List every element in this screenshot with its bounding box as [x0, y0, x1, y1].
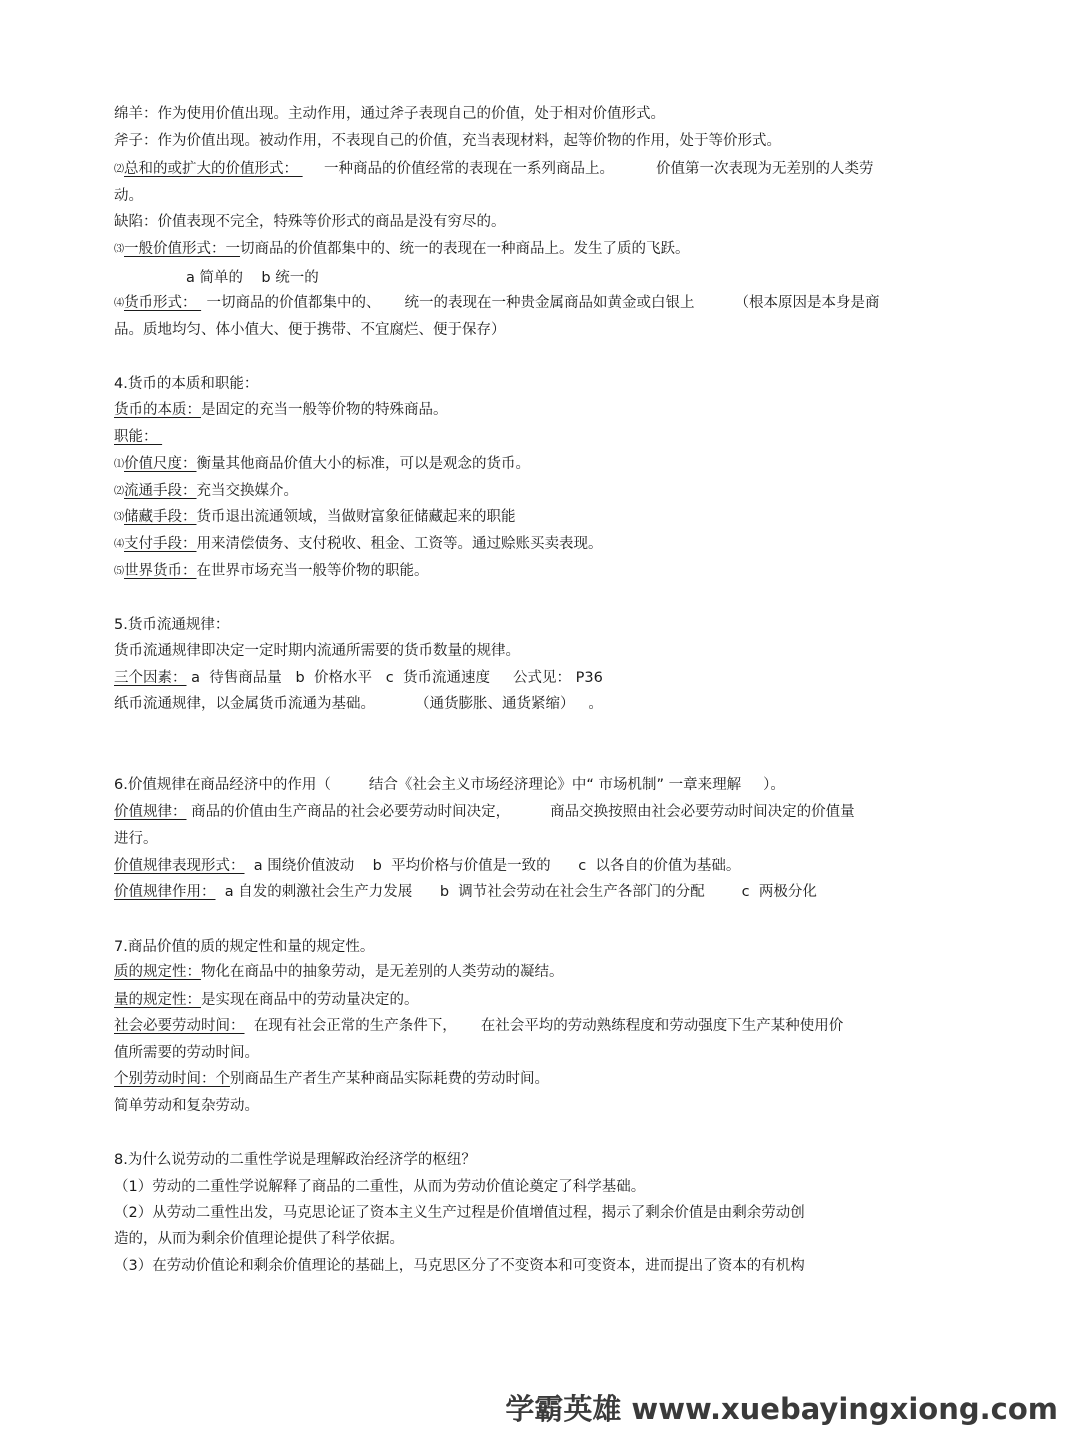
term-label: 价值规律作用： — [114, 884, 216, 900]
text-line: （3）在劳动价值论和剩余价值理论的基础上，马克思区分了不变资本和可变资本，进而提出了资本的有机构 — [114, 1258, 805, 1274]
text-span: 是固定的充当一般等价物的特殊商品。 — [201, 402, 448, 418]
list-number: ⑵ — [114, 486, 124, 497]
text-line: 缺陷：价值表现不完全，特殊等价形式的商品是没有穷尽的。 — [114, 214, 506, 230]
text-line: 简单劳动和复杂劳动。 — [114, 1098, 259, 1114]
text-span: 物化在商品中的抽象劳动，是无差别的人类劳动的凝结。 — [201, 964, 564, 980]
term-label: 货币形式： — [124, 295, 197, 311]
text-line — [114, 962, 564, 982]
text-span: 结合《社会主义市场经济理论》中“ 市场机制” 一章来理解 — [368, 777, 742, 793]
text-span: 衡量其他商品价值大小的标准，可以是观念的货币。 — [196, 456, 530, 472]
text-span: 6.价值规律在商品经济中的作用（ — [114, 777, 331, 793]
text-line — [114, 1069, 549, 1089]
text-line: 造的，从而为剩余价值理论提供了科学依据。 — [114, 1231, 404, 1247]
text-span: 是实现在商品中的劳动量决定的。 — [201, 992, 419, 1008]
section-heading: 7.商品价值的质的规定性和量的规定性。 — [114, 939, 375, 955]
text-span: （通货膨胀、通货紧缩） 。 — [415, 696, 603, 712]
term-label: 价值尺度： — [124, 456, 197, 472]
text-line — [114, 159, 874, 180]
text-line — [114, 802, 855, 822]
text-line: （1）劳动的二重性学说解释了商品的二重性，从而为劳动价值论奠定了科学基础。 — [114, 1179, 646, 1195]
text-line: （2）从劳动二重性出发，马克思论证了资本主义生产过程是价值增值过程，揭示了剩余价值是由剩余劳动创 — [114, 1205, 805, 1221]
term-label: 货币的本质： — [114, 402, 201, 418]
term-label: 世界货币： — [124, 563, 197, 579]
text-line — [114, 239, 690, 260]
watermark: 学霸英雄 www.xuebayingxiong.com — [505, 1392, 1058, 1426]
section-heading — [114, 775, 785, 795]
list-number: ⑴ — [114, 459, 124, 470]
text-span: 商品的价值由生产商品的社会必要劳动时间决定， — [186, 804, 511, 820]
text-line — [114, 534, 603, 555]
text-line: 货币流通规律即决定一定时期内流通所需要的货币数量的规律。 — [114, 643, 520, 659]
text-line: 进行。 — [114, 831, 158, 847]
text-line — [114, 1016, 843, 1036]
term-label: 个别劳动时间：个 — [114, 1071, 230, 1087]
section-heading: 4.货币的本质和职能： — [114, 376, 259, 392]
list-number: ⑷ — [114, 298, 124, 309]
term-label: 量的规定性： — [114, 992, 201, 1008]
text-span: a 待售商品量 b 价格水平 c 货币流通速度 公式见： P36 — [186, 670, 603, 686]
text-span: ）。 — [763, 777, 785, 793]
text-line — [114, 561, 429, 582]
text-line — [114, 427, 166, 447]
text-line: 值所需要的劳动时间。 — [114, 1045, 259, 1061]
underline-gap — [197, 293, 207, 313]
text-line — [114, 856, 740, 876]
text-span: 货币退出流通领域，当做财富象征储藏起来的职能 — [196, 509, 516, 525]
text-line: a 简单的 b 统一的 — [186, 270, 319, 286]
text-span: 一切商品的价值都集中的、 — [206, 295, 381, 311]
text-span: 价值第一次表现为无差别的人类劳 — [656, 161, 874, 177]
section-heading: 8.为什么说劳动的二重性学说是理解政治经济学的枢纽？ — [114, 1152, 476, 1168]
text-span: a 围绕价值波动 b 平均价格与价值是一致的 c 以各自的价值为基础。 — [244, 858, 741, 874]
term-label: 质的规定性： — [114, 964, 201, 980]
text-span: 在现有社会正常的生产条件下， — [244, 1018, 457, 1034]
text-line — [114, 990, 419, 1010]
term-label: 职能： — [114, 429, 158, 445]
section-heading: 5.货币流通规律： — [114, 617, 230, 633]
text-span: 在社会平均的劳动熟练程度和劳动强度下生产某种使用价 — [480, 1018, 844, 1034]
text-span: a 自发的刺激社会生产力发展 b 调节社会劳动在社会生产各部门的分配 c 两极分化 — [215, 884, 817, 900]
term-label: 储藏手段： — [124, 509, 197, 525]
term-label: 价值规律： — [114, 804, 187, 820]
text-line — [114, 882, 817, 902]
text-span: （根本原因是本身是商 — [734, 295, 880, 311]
text-span: 纸币流通规律，以金属货币流通为基础。 — [114, 696, 375, 712]
list-number: ⑷ — [114, 539, 124, 550]
list-number: ⑶ — [114, 244, 124, 255]
list-number: ⑸ — [114, 566, 124, 577]
text-line — [114, 507, 516, 528]
term-label: 价值规律表现形式： — [114, 858, 245, 874]
term-label: 一般价值形式：一 — [124, 241, 240, 257]
text-line — [114, 400, 448, 420]
text-span: 统一的表现在一种贵金属商品如黄金或白银上 — [404, 295, 695, 311]
text-line — [114, 694, 603, 714]
text-line — [114, 454, 530, 475]
text-line: 绵羊：作为使用价值出现。主动作用，通过斧子表现自己的价值，处于相对价值形式。 — [114, 106, 665, 122]
text-line — [114, 668, 603, 688]
text-line: 品。质地均匀、体小值大、便于携带、不宜腐烂、便于保存） — [114, 322, 506, 338]
text-line — [114, 293, 880, 314]
text-line: 动。 — [114, 188, 143, 204]
underline-gap — [298, 159, 324, 179]
list-number: ⑶ — [114, 512, 124, 523]
term-label: 三个因素： — [114, 670, 187, 686]
term-label: 社会必要劳动时间： — [114, 1018, 245, 1034]
underline-gap — [158, 427, 166, 447]
list-number: ⑵ — [114, 164, 124, 175]
text-span: 用来清偿债务、支付税收、租金、工资等。通过赊账买卖表现。 — [196, 536, 603, 552]
text-span: 在世界市场充当一般等价物的职能。 — [196, 563, 429, 579]
text-span: 一种商品的价值经常的表现在一系列商品上。 — [324, 161, 614, 177]
text-span: 充当交换媒介。 — [196, 483, 298, 499]
term-label: 流通手段： — [124, 483, 197, 499]
text-span: 切商品的价值都集中的、统一的表现在一种商品上。发生了质的飞跃。 — [240, 241, 690, 257]
term-label: 总和的或扩大的价值形式： — [124, 161, 298, 177]
text-line — [114, 481, 298, 502]
term-label: 支付手段： — [124, 536, 197, 552]
text-span: 别商品生产者生产某种商品实际耗费的劳动时间。 — [230, 1071, 549, 1087]
text-span: 商品交换按照由社会必要劳动时间决定的价值量 — [550, 804, 855, 820]
text-line: 斧子：作为价值出现。被动作用，不表现自己的价值，充当表现材料，起等价物的作用，处于等价形式。 — [114, 133, 781, 149]
